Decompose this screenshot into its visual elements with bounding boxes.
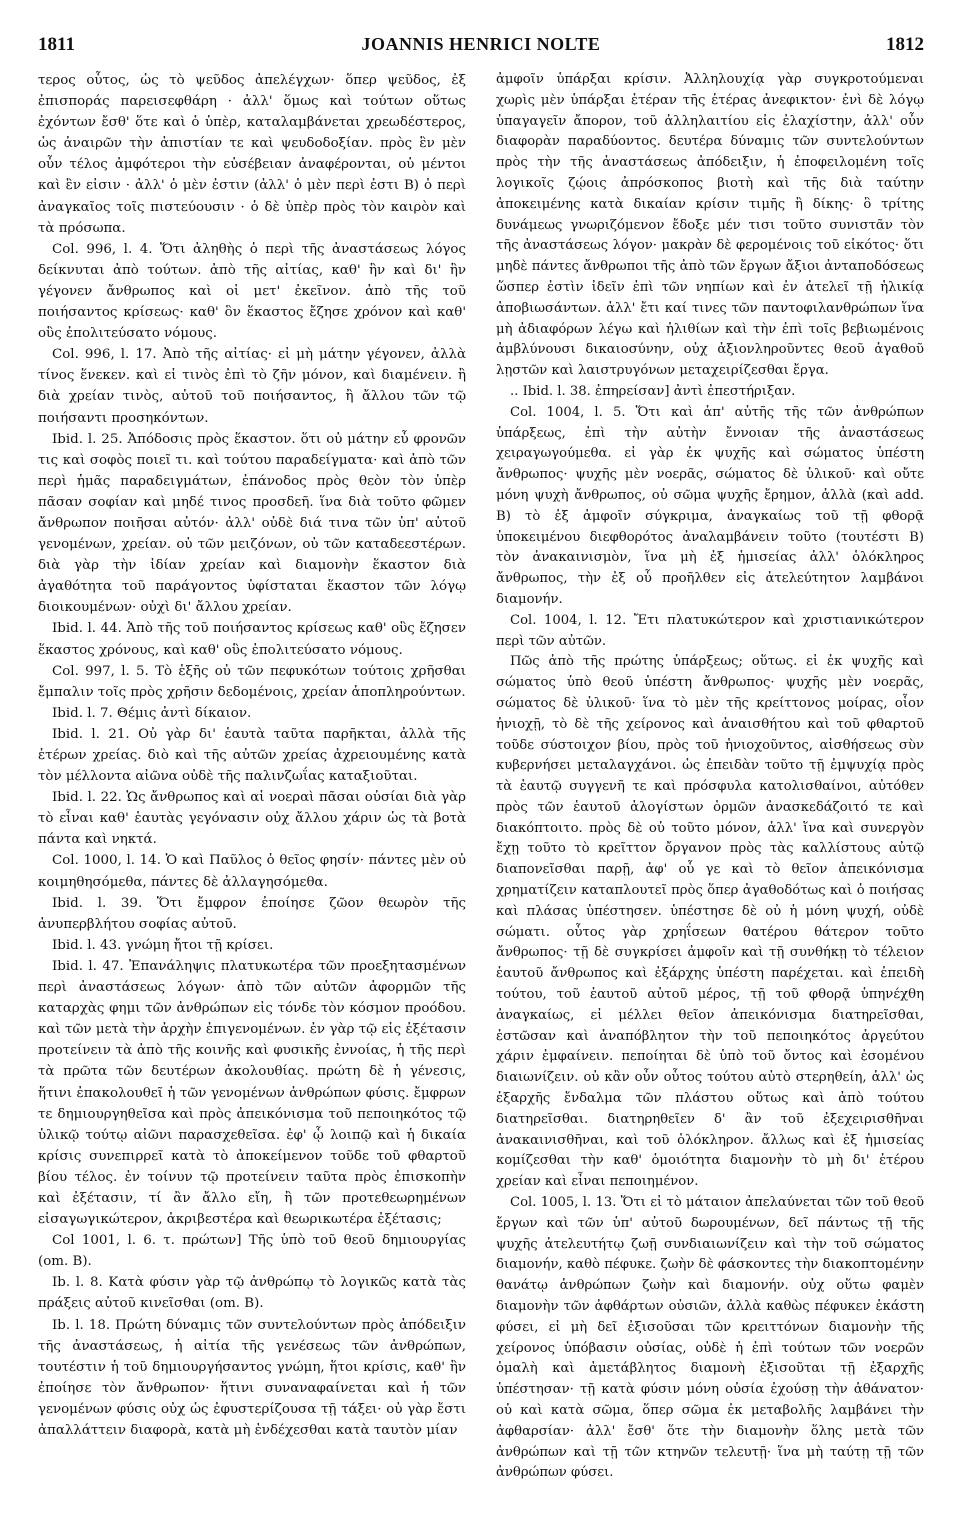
annotation-paragraph: Ib. l. 18. Πρώτη δύναμις τῶν συντελούντων πρὸς ἀπόδειξιν τῆς ἀναστάσεως, ἡ αἰτία τῆς γενέσεως τῶν ἀνθρώπων, τουτέστιν ἡ τοῦ δημιουργήσαντος γνώμη, ἥτοι κρίσις, καθ' ἣν ἐποίησε τὸν ἄνθρωπον· ἥτινι συναναφαίνεται καὶ ἡ τῶν γενομένων φύσις οὐχ ὡς ἐφυστερίζουσα τῇ τάξει· οὐ γὰρ ἔστι ἀπαλλάττειν διαφορὰ, κατὰ μὴ ἐνδέχεσθαι κατὰ ταυτὸν μίαν bbox=[38, 1317, 466, 1438]
annotation-paragraph: Ib. l. 8. Κατὰ φύσιν γὰρ τῷ ἀνθρώπῳ τὸ λογικῶς κατὰ τὰς πράξεις αὐτοῦ κινεῖσθαι (om. B). bbox=[38, 1275, 466, 1312]
annotation-paragraph: Πῶς ἀπὸ τῆς πρώτης ὑπάρξεως; οὕτως. εἰ ἐκ ψυχῆς καὶ σώματος ὑπὸ θεοῦ ὑπέστη ἄνθρωπος· ψυχῆς μὲν νοερᾶς, σώματος δὲ ὑλικοῦ· ἵνα τὸ μὲν τῆς κρείττονος μοίρας, οἷον ἡνιοχῇ, τὸ δὲ τῆς χείρονος καὶ ἀναισθήτου καὶ τοῦ φθαρτοῦ τοῦδε σύστοιχον βίου, πρὸς τοῦ ἡνιοχοῦντος, αἰσθήσεως σὺν κυβερνήσει μεταλαγχάνοι. ὡς ἐπειδὰν τοῦτο τῇ ἐμψυχίᾳ πρὸς τὰ ἑαυτῷ συγγενῆ τε καὶ πρόσφυλα κατολισθαίνοι, αὐτόθεν πρὸς τῶν ἑαυτοῦ ἀλογίστων ὁρμῶν ἀνασκεδάζοιτό τε καὶ διακόπτοιτο. πρὸς δὲ οὐ τοῦτο μόνον, ἀλλ' ἵνα καὶ συνεργὸν ἔχῃ τοῦτο τὸ κρεῖττον ὄργανον πρὸς τὰς καλλίστους αὐτῷ διαπονεῖσθαι παρῇ, ἀφ' οὗ γε καὶ τὸ θεῖον ἀπεικόνισμα χρηματίζειν καταπλουτεῖ πρὸς ὅπερ ἀγαθοδότως καὶ ὁ ποιήσας καὶ πλάσας ὑπέστησεν. ὑπέστησε δὲ οὐ ἡ μόνη ψυχή, οὐδὲ σώματι. οὗτος γὰρ χρηΐσεων θατέρου θάτερον τοῦτο ἄνθρωπος· τῇ δὲ συγκρίσει ἀμφοῖν καὶ τῇ συνθήκῃ τὸ τέλειον ἑαυτοῦ ἄνθρωπος καὶ ἐξάρχης ὑπέστη παρέχεται. καὶ ἐπειδὴ τούτου, τοῦ ἑαυτοῦ αὐτοῦ μέρος, τῇ τοῦ φθορᾷ ὑπηνέχθη ἀναγκαίως, εἰ μέλλει θεῖον ἀπεικόνισμα διατηρεῖσθαι, ἐστῶσαν καὶ ἀναπόβλητον τὴν τοῦ πεποιηκότος ἀργεύτου χάριν ἐμφαίνειν. πεποίηται δὲ ὑπὸ τοῦ ὄντος καὶ ἐσομένου διαιωνίζειν. οὐ κἂν οὖν οὗτος τούτου αὐτὸ στερηθείη, ἀλλ' ὡς ἐξαρχῆς ἔνδαλμα τῶν πλάστου οὕτως καὶ ἀπὸ τούτου διατηρεῖσθαι. διατηρηθεῖεν δ' ἂν τοῦ ἐξεχειρισθῆναι ἀνακαινισθῆναι, καὶ τοῦ ὁλόκληρον. ἄλλως καὶ ἐξ ἡμισείας κομίζεσθαι τὴν καθ' ὁμοιότητα διαμονὴν τὸ μὴ δι' ἑτέρου χρείαν καὶ εἶναι πεποιημένον. bbox=[496, 654, 924, 1190]
annotation-paragraph: Ibid. l. 39. Ὅτι ἔμφρον ἐποίησε ζῶον θεωρὸν τῆς ἀνυπερβλήτου σοφίας αὐτοῦ. bbox=[38, 895, 466, 932]
annotation-paragraph: Col. 1004, l. 5. Ὅτι καὶ ἀπ' αὐτῆς τῆς τῶν ἀνθρώπων ὑπάρξεως, ἐπὶ τὴν αὐτὴν ἔννοιαν τῆς ἀναστάσεως χειραγωγούμεθα. εἰ γὰρ ἐκ ψυχῆς καὶ σώματος ὑπέστη ἄνθρωπος· ψυχῆς μὲν νοερᾶς, σώματος δὲ ὑλικοῦ· καὶ οὔτε μόνη ψυχὴ ἄνθρωπος, οὐ σῶμα ψυχῆς ἔρημον, ἀλλὰ (καὶ add. B) τὸ ἐξ ἀμφοῖν σύγκριμα, ἀναγκαίως τοῦ τῇ φθορᾷ ὑποκειμένου διεφθορότος ἀναλαμβάνειν τοῦτο (τουτέστι B) τὸν ἀνακαινισμὸν, ἵνα μὴ ἐξ ἡμισείας ἀλλ' ὁλόκληρος ἄνθρωπος, τὴν ἐξ οὗ προῆλθεν εἰς ἀτελεύτητον λαμβάνοι διαμονήν. bbox=[496, 404, 924, 607]
continued-paragraph: τερος οὗτος, ὡς τὸ ψεῦδος ἀπελέγχων· ὅπερ ψεῦδος, ἐξ ἐπισποράς παρεισεφθάρη · ἀλλ' ὅμως καὶ τούτων οὕτως ἐχόντων ἔσθ' ὅτε καὶ ὁ ὑπὲρ, καταλαμβάνεται χρεωδέστερος, ὡς ἀναιρῶν τὴν ἀπιστίαν τε καὶ ψευδοδοξίαν. πρὸς ἓν μὲν οὖν τέλος ἀμφότεροι τὴν εὐσέβειαν ἀναφέρονται, οὐ μέντοι καὶ ἓν εἰσιν · ἀλλ' ὁ μὲν ἐστιν (ἀλλ' ὁ μὲν περὶ ἐστι B) ὁ περὶ ἀναγκαῖος τοῖς πιστεύουσιν · ὁ δὲ ὑπὲρ πρὸς τὸν καιρὸν καὶ τὰ πρόσωπα. bbox=[38, 73, 466, 236]
annotation-paragraph: Ibid. l. 21. Οὐ γὰρ δι' ἑαυτὰ ταῦτα παρῆκται, ἀλλὰ τῆς ἑτέρων χρείας. διὸ καὶ τῆς αὐτῶν χρείας ἀχρειουμένης κατὰ τὸν μέλλοντα αἰῶνα οὐδὲ τῆς παλινζωΐας καταξιοῦται. bbox=[38, 726, 466, 785]
annotation-paragraph: Ibid. l. 7. Θέμις ἀντὶ δίκαιον. bbox=[52, 705, 252, 721]
annotation-paragraph: Ibid. l. 44. Ἀπὸ τῆς τοῦ ποιήσαντος κρίσεως καθ' οὓς ἔζησεν ἕκαστος χρόνους, καὶ καθ' οὓς ἐπολιτεύσατο νόμους. bbox=[38, 621, 466, 658]
text-columns bbox=[38, 70, 924, 1490]
annotation-paragraph: Col. 1005, l. 13. Ὅτι εἰ τὸ μάταιον ἀπελαύνεται τῶν τοῦ θεοῦ ἔργων καὶ τῶν ὑπ' αὐτοῦ δωρουμένων, δεῖ πάντως τῇ τῆς ψυχῆς ἀτελευτήτῳ ζωῇ συνδιαιωνίζειν καὶ τὴν τοῦ σώματος διαμονήν, καθὸ πέφυκε. ζωὴν δὲ φάσκοντες τὴν διακοπτομένην θανάτῳ ἀνθρώπων ζωὴν καὶ διαμονήν. οὐχ οὕτω φαμὲν διαμονὴν τῶν ἀφθάρτων οὐσιῶν, ἀλλὰ καθὼς πέφυκεν ἑκάστη φύσει, εἰ μὴ δεῖ ἐξισοῦσαι τῶν κρειττόνων διαμονὴν τῆς χείρονος ὑπόβασιν οὐσίας, οὐδὲ ἡ ἐπὶ τούτων τῶν νοερῶν ὁμαλὴ καὶ ἀμετάβλητος διαμονὴ ἐξισοῦται τῇ ἐξαρχῆς ὑπέστησαν· τῇ κατὰ φύσιν μόνη οὐσία ἐχούσῃ τὴν ἀθάνατον· οὐ καὶ κατὰ σῶμα, ὅπερ σῶμα ἐκ μεταβολῆς λαμβάνει τὴν ἀφθαρσίαν· ἀλλ' ἔσθ' ὅτε τὴν διαμονὴν ὅλης μετὰ τῶν ἀνθρώπων καὶ τῇ τῶν κτηνῶν τελευτῇ· ἵνα μὴ ταύτῃ τῇ τῶν ἀνθρώπων φύσει. bbox=[496, 1195, 924, 1481]
continued-paragraph: ἀμφοῖν ὑπάρξαι κρίσιν. Ἀλληλουχίᾳ γὰρ συγκροτούμεναι χωρὶς μὲν ὑπάρξαι ἑτέραν τῆς ἑτέρας ἀνεφικτον· ἐνὶ δὲ λόγῳ ὑπαγαγεῖν ἄπορον, τοῦ ἀλληλαιτίου εἰς ἐλαχίστην, ἀλλ' οὖν διαφορὰν παραδύοντος. δευτέρα δύναμις τῶν συντελούντων πρὸς τὴν τῆς ἀναστάσεως ἀπόδειξιν, ἡ ἐποφειλομένη τοῖς λογικοῖς ζῴοις ἀπρόσκοπος βιοτὴ καὶ τῆς διὰ ταύτην ἀποκειμένης κατὰ δικαίαν κρίσιν τιμῆς ἢ δίκης· ὃ τρίτης δυνάμεως γνωριζόμενον ἔδοξε μέν τισι τοῦτο συνιστᾶν τὸν τῆς ἀναστάσεως λόγον· μακρὰν δὲ φερομένοις τοῦ εἰκότος· ὅτι μηδὲ πάντες ἄνθρωποι τῆς ἀπὸ τῶν ἔργων ἄξιοι ἀνταποδόσεως ὥσπερ ἐστὶν ἰδεῖν ἐπὶ τῶν νηπίων καὶ ἐν ἀτελεῖ τῇ ἡλικίᾳ ἀποβιωσάντων. ἀλλ' ἔτι καί τινες τῶν παντοφιλανθρώπων ἵνα μὴ ἀδιαφόρων λέγω καὶ ἠλιθίων καὶ τὴν ἐπὶ τοῖς βεβιωμένοις ἀμβλύνουσι δικαιοσύνην, οὐχ ἀξιονληροῦντες θεοῦ ἀγαθοῦ λῃστῶν καὶ λαιστρυγόνων μεταχειρίζεσθαι ἔργα. bbox=[496, 72, 924, 379]
annotation-paragraph: .. Ibid. l. 38. ἐπηρείσαν] ἀντὶ ἐπεστήριξαν. bbox=[510, 383, 796, 399]
annotation-paragraph: Col. 1004, l. 12. Ἔτι πλατυκώτερον καὶ χριστιανικώτερον περὶ τῶν αὐτῶν. bbox=[496, 612, 924, 649]
annotation-paragraph: Col. 1000, l. 14. Ὁ καὶ Παῦλος ὁ θεῖος φησίν· πάντες μὲν οὐ κοιμηθησόμεθα, πάντες δὲ ἀλλαγησόμεθα. bbox=[38, 853, 466, 890]
running-header bbox=[38, 34, 924, 64]
right-text-column bbox=[496, 70, 924, 1490]
annotation-paragraph: Ibid. l. 43. γνώμη ἤτοι τῇ κρίσει. bbox=[52, 937, 274, 953]
right-column-number: 1812 bbox=[886, 34, 924, 55]
annotation-paragraph: Col. 996, l. 4. Ὅτι ἀληθὴς ὁ περὶ τῆς ἀναστάσεως λόγος δείκνυται ἀπὸ τούτων. ἀπὸ τῆς αἰτίας, καθ' ἣν καὶ δι' ἣν γέγονεν ἄνθρωπος καὶ οἱ μετ' ἐκεῖνον. ἀπὸ τῆς τοῦ ποιήσαντος κρίσεως· καθ' ὃν ἕκαστος ἔζησε χρόνον καὶ καθ' οὓς ἐπολιτεύσατο νόμους. bbox=[38, 241, 466, 342]
running-title: JOANNIS HENRICI NOLTE bbox=[361, 34, 601, 54]
annotation-paragraph: Ibid. l. 25. Ἀπόδοσις πρὸς ἕκαστον. ὅτι οὐ μάτην εὖ φρονῶν τις καὶ σοφὸς ποιεῖ τι. καὶ τούτου παραδείγματα· καὶ ἀπὸ τῶν περὶ ἡμᾶς παραδειγμάτων, ἐπάνοδος πρὸς θεὸν τὸν ὑπὲρ πᾶσαν σοφίαν καὶ μηδέ τινος προσδεῆ. ἵνα διὰ τοῦτο φῶμεν ἄνθρωπον ποιῆσαι αὐτόν· ἀλλ' οὐδὲ διά τινα τῶν ὑπ' αὐτοῦ γενομένων, χρείαν. οὐ τῶν μειζόνων, οὐ τῶν καταδεεστέρων. διὰ γὰρ τὴν ἰδίαν χρείαν καὶ διαμονὴν ἕκαστον διὰ ἀγαθότητα τοῦ παράγοντος ὑφίσταται ἕκαστον τῶν λόγῳ διοικουμένων· οὐχὶ δι' ἄλλου χρείαν. bbox=[38, 431, 466, 616]
annotation-paragraph: Col. 997, l. 5. Τὸ ἑξῆς οὐ τῶν πεφυκότων τούτοις χρῆσθαι ἔμπαλιν τοῖς πρὸς χρῆσιν δεδομένοις, χρείαν ἀποπληρούντων. bbox=[38, 663, 466, 700]
annotation-paragraph: Ibid. l. 22. Ὡς ἄνθρωπος καὶ αἱ νοεραὶ πᾶσαι οὐσίαι διὰ γὰρ τὸ εἶναι καθ' ἑαυτὰς γεγόνασιν οὐχ ἄλλου χάριν ὡς τὰ βοτὰ πάντα καὶ νηκτά. bbox=[38, 790, 466, 848]
left-text-column bbox=[38, 70, 466, 1490]
annotation-paragraph: Col. 996, l. 17. Ἀπὸ τῆς αἰτίας· εἰ μὴ μάτην γέγονεν, ἀλλὰ τίνος ἕνεκεν. καὶ εἰ τινὸς ἐπὶ τὸ ζῆν μόνον, καὶ διαμένειν. ἢ διὰ χρείαν τινὸς, αὐτοῦ τοῦ ποιήσαντος, ἢ ἄλλου τῶν τῷ ποιήσαντι προσηκόντων. bbox=[38, 347, 466, 426]
annotation-paragraph: Col 1001, l. 6. τ. πρώτων] Τῆς ὑπὸ τοῦ θεοῦ δημιουργίας (om. B). bbox=[38, 1233, 466, 1270]
annotation-paragraph: Ibid. l. 47. Ἐπανάληψις πλατυκωτέρα τῶν προεξητασμένων περὶ ἀναστάσεως λόγων· ἀπὸ τῶν αὐτῶν ἀφορμῶν τῆς καταρχὰς φημι τῶν ἀνθρώπων εἰς τόνδε τὸν κόσμον προόδου. καὶ τῶν μετὰ τὴν ἀρχὴν ἐπιγενομένων. ἐν γὰρ τῷ εἰς ἐξέτασιν προτείνειν τὰ ἀπὸ τῆς κοινῆς καὶ φυσικῆς ἐννοίας, ἡ τῆς περὶ τὰ πρῶτα τῶν δευτέρων ἀκολουθίας. πρώτη δὲ ἡ γένεσις, ἥτινι ἐπακολουθεῖ ἡ τῶν γενομένων ἀνθρώπων φύσις. ἔμφρων τε δημιουργηθεῖσα καὶ πρὸς ἀπεικόνισμα τοῦ πεποιηκότος τῷ ὑλικῷ τούτῳ αἰῶνι παρασχεθεῖσα. ἐφ' ᾧ λοιπῷ καὶ ἡ δικαία κρίσις συνεπιρρεῖ κατὰ τὸ ἀποκείμενον τοῦδε τοῦ φθαρτοῦ βίου τέλος. ἐν τοίνυν τῷ προτείνειν ταῦτα πρὸς ἐπισκοπὴν καὶ ἐξέτασιν, τί ἂν ἄλλο εἴη, ἢ τῶν προτεθεωρημένων εἰσαγωγικώτερον, ἀκριβεστέρα καὶ θεωρικωτέρα ἐξέτασις; bbox=[38, 958, 466, 1228]
left-column-number: 1811 bbox=[38, 34, 75, 55]
